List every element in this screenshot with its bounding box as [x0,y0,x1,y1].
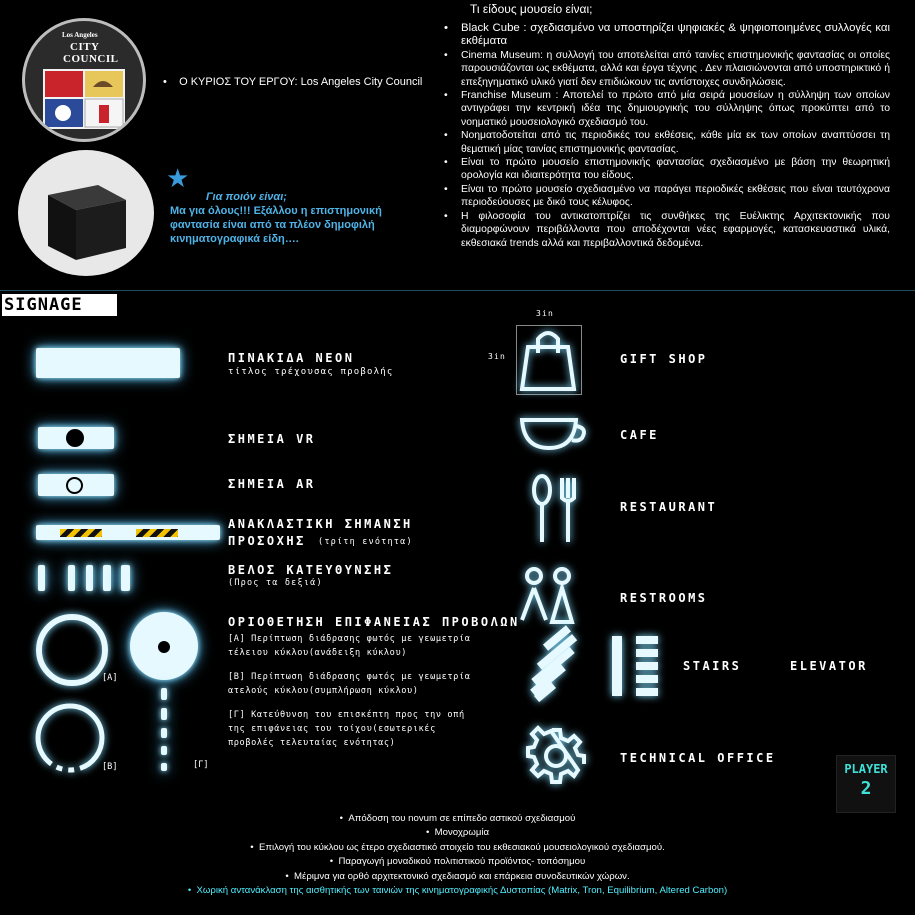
museum-item: • Είναι το πρώτο μουσείο σχεδιασμένο να παράγει περιοδικές εκθέσεις που είναι ταυτόχρονα περιοδεύουσες με δικό τους κέλυφος. [444,183,890,210]
museum-type-list [444,22,890,250]
audience-answer-2: φαντασία είναι από τα πλέον δημοφιλή [170,219,375,231]
warning-label-1: ΑΝΑΚΛΑΣΤΙΚΗ ΣΗΜΑΝΣΗ [228,517,413,531]
wall-hole-icon [158,641,170,653]
arrow-sub: (Προς τα δεξιά) [228,578,323,588]
player-logo-l1: PLAYER [844,762,888,776]
bottom-item-highlight: • Χωρική αντανάκλαση της αισθητικής των ταινιών της κινηματογραφικής Δυστοπίας (Matrix, Tron, Equilibrium, Altered Carbon) [187,885,728,897]
seal-text-2: CITY [70,41,100,53]
audience-text [170,190,382,246]
bottom-item-text: Μέριμνα για ορθό αρχιτεκτονικό σχεδιασμό και επάρκεια συνοδευτικών χώρων. [294,870,630,882]
projection-desc-a2: τέλειου κύκλου(ανάδειξη κύκλου) [228,648,407,658]
bottom-item-text: Επιλογή του κύκλου ως έτερο σχεδιαστικό στοιχείο του εκθεσιακού μουσειολογικού σχεδιασμού. [258,841,665,853]
museum-item: • Franchise Museum : Αποτελεί το πρώτο από μία σειρά μουσείων η σύλληψη των οποίων αντιγράφει την κεντρική ιδέα της δημιουργικής του σύλληψης όπως προκύπτει από το νοηματικό μουσειολογικό σχεδιασμό του. [444,89,890,129]
black-cube-image [18,150,154,276]
seal-text-1: Los Angeles [62,31,98,39]
warning-label-2: ΠΡΟΣΟΧΗΣ [228,534,306,548]
gear-icon [526,726,586,786]
player2-logo [836,755,896,813]
bottom-item-text: Παραγωγή μοναδικού πολιτιστικού προϊόντος- τοπόσημου [338,856,586,868]
arrow-bar-icon [86,565,93,591]
tag-a: [Α] [102,673,118,683]
section-divider [0,290,915,291]
neon-sign-shape [36,348,180,378]
perfect-circle-icon [36,614,108,686]
shopping-bag-icon [516,325,580,393]
bottom-item: • Απόδοση του novum σε επίπεδο αστικού σχεδιασμού [339,813,576,824]
projection-label: ΟΡΙΟΘΕΤΗΣΗ ΕΠΙΦΑΝΕΙΑΣ ΠΡΟΒΟΛΩΝ [228,615,520,629]
projection-desc-b2: ατελούς κύκλου(συμπλήρωση κύκλου) [228,686,419,696]
imperfect-circle-icon [32,700,108,776]
path-dash-icon [161,746,167,755]
audience-question: Για ποιόν είναι; [206,191,287,203]
dimension-width: 3in [536,309,555,318]
hazard-stripes-left-icon [60,529,102,537]
museum-item: • Νοηματοδοτείται από τις περιοδικές του εκθέσεις, κάθε μία εκ των οποίων αναπτύσσει τη θεματική μίας ταινίας επιστημονικής φαντασίας. [444,129,890,156]
neon-sign-label: ΠΙΝΑΚΙΔΑ ΝΕΟΝ [228,351,355,365]
arrow-bar-icon [38,565,45,591]
bottom-item-text: Απόδοση του novum σε επίπεδο αστικού σχεδιασμού [348,813,576,824]
arrow-label: ΒΕΛΟΣ ΚΑΤΕΥΘΥΝΣΗΣ [228,563,394,577]
museum-item: • Black Cube : σχεδιασμένο να υποστηρίζει ψηφιακές & ψηφιοποιημένες συλλογές και εκθέματα [444,22,890,49]
arrow-bar-icon [121,565,130,591]
audience-answer-3: κινηματογραφικά είδη…. [170,233,299,245]
vr-label: ΣΗΜΕΙΑ VR [228,432,316,446]
museum-type-title: Τι είδους μουσείο είναι; [470,2,593,16]
star-icon: ★ [166,164,190,194]
warning-sub: (τρίτη ενότητα) [318,537,413,547]
stairs-icon [520,634,590,698]
projection-desc-c3: προβολές τελευταίας ενότητας) [228,738,396,748]
restroom-icon [518,566,580,626]
projection-desc-c2: της επιφάνειας του τοίχου(εσωτερικές [228,724,436,734]
tag-c: [Γ] [193,760,209,770]
ar-ring-icon [66,477,83,494]
projection-desc-c [228,708,465,750]
fork-spoon-icon [526,474,582,544]
bottom-list [0,812,915,898]
elevator-icon [612,636,662,698]
cup-icon [518,412,592,454]
arrow-bar-icon [68,565,75,591]
bottom-item-text: Μονοχρωμία [434,827,490,839]
projection-desc-b [228,670,471,698]
projection-desc-c1: [Γ] Κατεύθυνση του επισκέπτη προς την οπή [228,710,465,720]
black-cube-icon [18,150,154,276]
projection-desc-a [228,632,471,660]
path-dash-icon [161,763,167,771]
museum-item: • Cinema Museum: η συλλογή του αποτελείται από ταινίες επιστημονικής φαντασίας οι οποίες παρουσιάζονται ως εκθέματα, αλλά και έργα τέχνης . Δεν πλαισιώνονται από υποστηρικτικό ή επεξηγηματικό υλικό γιατί δεν επιδιώκουν τις αντίστοιχες συνδηλώσεις. [444,49,890,89]
ar-label: ΣΗΜΕΙΑ AR [228,477,316,491]
stairs-label: STAIRS [683,659,742,673]
signage-title: SIGNAGE [2,294,117,316]
hazard-stripes-right-icon [136,529,178,537]
restrooms-label: RESTROOMS [620,591,708,605]
la-city-council-seal [22,18,146,142]
audience-answer-1: Μα για όλους!!! Εξάλλου η επιστημονική [170,205,382,217]
vr-dot-icon [66,429,84,447]
gift-shop-label: GIFT SHOP [620,352,708,366]
bottom-item: • Μέριμνα για ορθό αρχιτεκτονικό σχεδιασμό και επάρκεια συνοδευτικών χώρων. [285,870,630,882]
seal-emblem-icon [43,69,125,129]
restaurant-label: RESTAURANT [620,500,718,514]
project-owner-text: Ο ΚΥΡΙΟΣ ΤΟΥ ΕΡΓΟΥ: Los Angeles City Council [179,76,423,88]
cafe-label: CAFE [620,428,659,442]
path-dash-icon [161,708,167,720]
neon-sign-sub: τίτλος τρέχουσας προβολής [228,367,394,377]
bottom-highlight-text: Χωρική αντανάκλαση της αισθητικής των ταινιών της κινηματογραφικής Δυστοπίας (Matrix, Tron, Equilibrium, Altered Carbon) [196,885,728,897]
path-dash-icon [161,688,167,700]
technical-office-label: TECHNICAL OFFICE [620,751,776,765]
project-owner: • Ο ΚΥΡΙΟΣ ΤΟΥ ΕΡΓΟΥ: Los Angeles City Council [163,76,423,88]
seal-text-3: COUNCIL [63,53,119,65]
museum-item: • Η φιλοσοφία του αντικατοπτρίζει τις συνθήκες της Ευέλικτης Αρχιτεκτονικής που διαμορφώνουν περιβάλλοντα που αποδέχονται νέες εφαρμογές, κατασκευαστικά υλικά, εκθεσιακά trends αλλά και περιβαλλοντικά δεδομένα. [444,210,890,250]
dimension-height: 3in [488,352,507,361]
bottom-item: • Επιλογή του κύκλου ως έτερο σχεδιαστικό στοιχείο του εκθεσιακού μουσειολογικού σχεδιασμού. [250,841,665,853]
projection-desc-b1: [Β] Περίπτωση διάδρασης φωτός με γεωμετρία [228,672,471,682]
tag-b: [Β] [102,762,118,772]
bottom-item: • Μονοχρωμία [425,827,490,839]
bottom-item: • Παραγωγή μοναδικού πολιτιστικού προϊόντος- τοπόσημου [329,856,586,868]
projection-desc-a1: [Α] Περίπτωση διάδρασης φωτός με γεωμετρία [228,634,471,644]
player-logo-l2: 2 [860,778,872,799]
museum-item: • Είναι το πρώτο μουσείο επιστημονικής φαντασίας σχεδιασμένο με βάση την θεωρητική ορολογία και ιδιαιτερότητα του είδους. [444,156,890,183]
arrow-bar-icon [103,565,111,591]
elevator-label: ELEVATOR [790,659,868,673]
path-dash-icon [161,728,167,738]
